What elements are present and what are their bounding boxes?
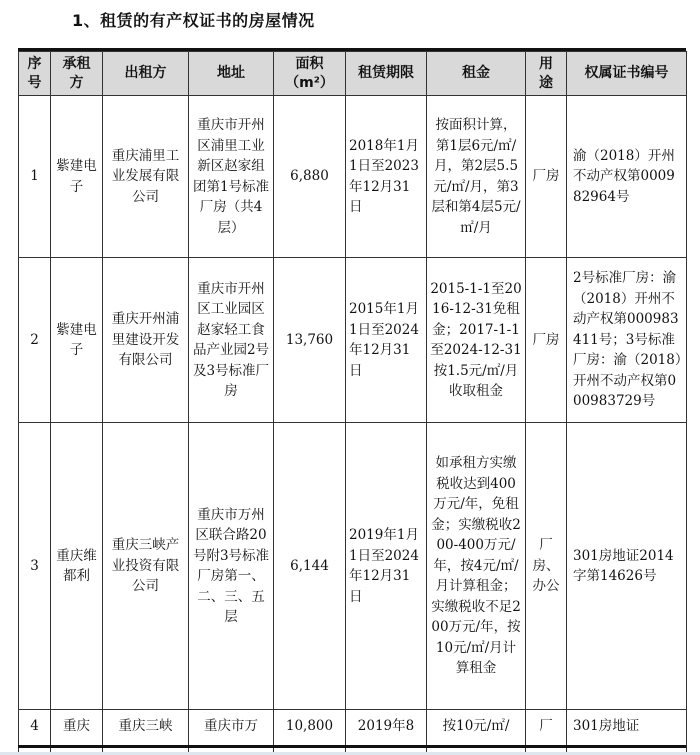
cell-seq: 4 (19, 710, 51, 753)
table-row (19, 258, 687, 423)
cell-area: 13,760 (274, 258, 346, 423)
table-header-row (19, 52, 687, 96)
cell-term: 2018年1月1日至2023年12月31日 (346, 96, 427, 258)
lease-table (18, 51, 687, 753)
header-seq: 序 号 (19, 52, 51, 96)
section-heading: 1、租赁的有产权证书的房屋情况 (72, 11, 315, 30)
cell-lessee: 紫建电子 (51, 96, 103, 258)
header-cert: 权属证书编号 (567, 52, 687, 96)
header-usage: 用 途 (526, 52, 567, 96)
table-row (19, 96, 687, 258)
cell-usage: 厂房 (526, 258, 567, 423)
cell-term: 2019年8 (346, 710, 427, 753)
cell-area: 6,144 (274, 423, 346, 710)
cell-seq: 3 (19, 423, 51, 710)
cell-rent: 按面积计算，第1层6元/㎡/月，第2层5.5元/㎡/月，第3层和第4层5元/㎡/月 (427, 96, 526, 258)
header-lessee: 承租 方 (51, 52, 103, 96)
cell-lessee: 重庆维都利 (51, 423, 103, 710)
cell-area: 6,880 (274, 96, 346, 258)
lease-table-container (18, 48, 686, 753)
cell-rent: 按10元/㎡/ (427, 710, 526, 753)
cell-usage: 厂房 (526, 96, 567, 258)
cell-usage: 厂 (526, 710, 567, 753)
cell-rent: 如承租方实缴税收达到400万元/年，免租金；实缴税收200-400万元/年，按4元/㎡/月计算租金；实缴税收不足200万元/年，按10元/㎡/月计算租金 (427, 423, 526, 710)
cell-cert: 301房地证2014字第14626号 (567, 423, 687, 710)
cell-term: 2015年1月1日至2024年12月31日 (346, 258, 427, 423)
cell-cert: 渝（2018）开州不动产权第000982964号 (567, 96, 687, 258)
cell-rent: 2015-1-1至2016-12-31免租金；2017-1-1至2024-12-31按1.5元/㎡/月收取租金 (427, 258, 526, 423)
cell-cert: 2号标准厂房：渝（2018）开州不动产权第000983411号；3号标准厂房：渝（2018）开州不动产权第000983729号 (567, 258, 687, 423)
cell-term: 2019年1月1日至2024年12月31日 (346, 423, 427, 710)
cell-seq: 2 (19, 258, 51, 423)
cell-address: 重庆市万 (189, 710, 274, 753)
header-lessor: 出租方 (103, 52, 189, 96)
table-row (19, 423, 687, 710)
cell-address: 重庆市万州区联合路20号附3号标准厂房第一、二、三、五层 (189, 423, 274, 710)
cell-lessee: 重庆 (51, 710, 103, 753)
cell-usage: 厂房、办公 (526, 423, 567, 710)
cell-lessor: 重庆浦里工业发展有限公司 (103, 96, 189, 258)
cell-area: 10,800 (274, 710, 346, 753)
cell-seq: 1 (19, 96, 51, 258)
header-area: 面积 （m²） (274, 52, 346, 96)
header-rent: 租金 (427, 52, 526, 96)
cell-lessor: 重庆开州浦里建设开发有限公司 (103, 258, 189, 423)
header-term: 租赁期限 (346, 52, 427, 96)
cell-address: 重庆市开州区工业园区赵家轻工食品产业园2号及3号标准厂房 (189, 258, 274, 423)
cell-cert: 301房地证 (567, 710, 687, 753)
cell-lessee: 紫建电子 (51, 258, 103, 423)
table-bottom-rule (18, 745, 686, 748)
cell-lessor: 重庆三峡 (103, 710, 189, 753)
cell-lessor: 重庆三峡产业投资有限公司 (103, 423, 189, 710)
cell-address: 重庆市开州区浦里工业新区赵家组团第1号标准厂房（共4层） (189, 96, 274, 258)
header-address: 地址 (189, 52, 274, 96)
